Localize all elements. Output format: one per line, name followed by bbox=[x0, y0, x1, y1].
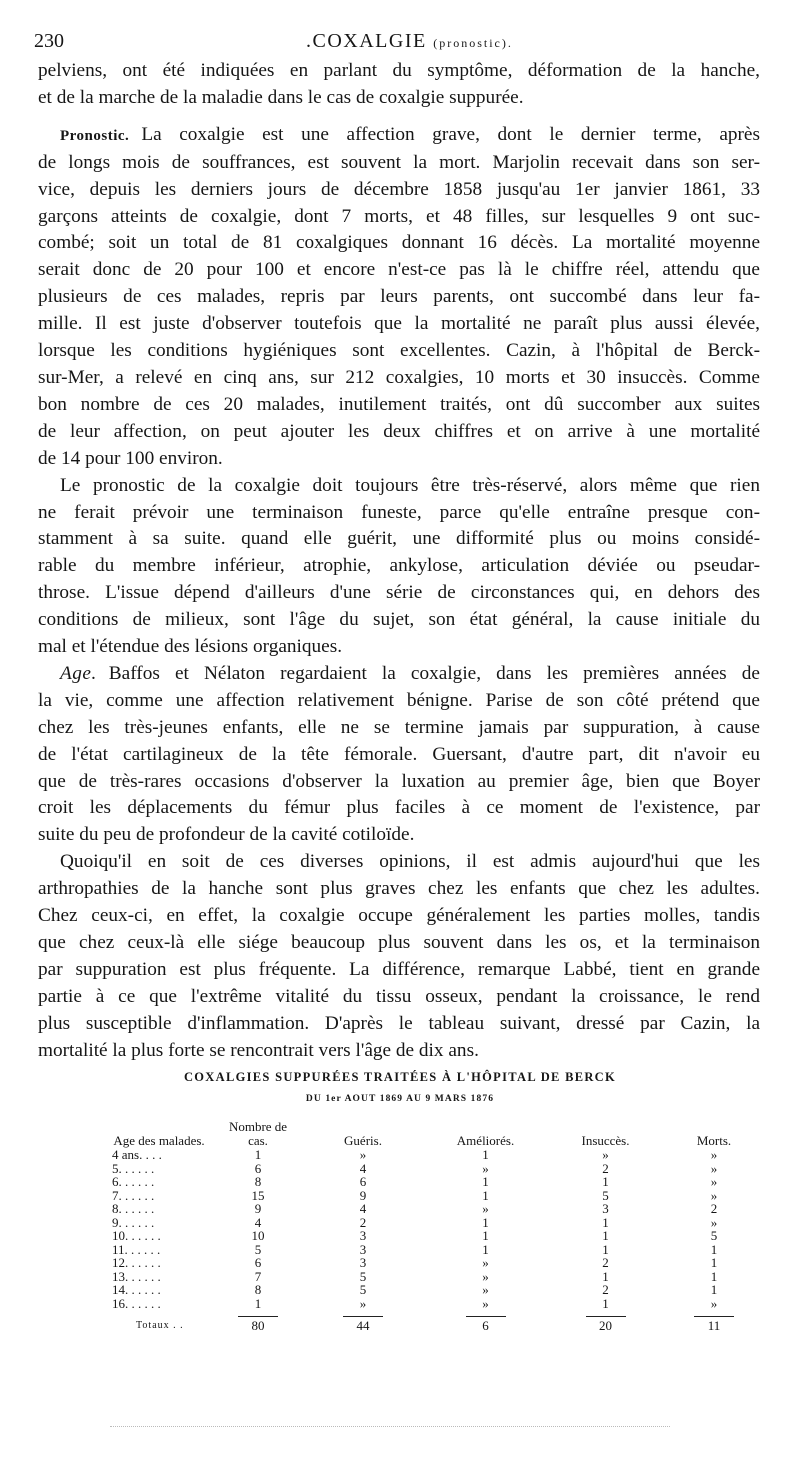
text-line-content: la vie, comme une affection relativement bénigne. Parise de son côté prétend que bbox=[38, 689, 760, 711]
text-line-content: de 14 pour 100 environ. bbox=[38, 447, 223, 469]
table-cell: » bbox=[710, 1187, 718, 1203]
text-line-content: ne ferait prévoir une terminaison funeste, parce qu'elle entraîne presque con- bbox=[38, 501, 760, 523]
separator-cell bbox=[428, 1310, 543, 1317]
table-row bbox=[100, 1148, 760, 1162]
totals-cell: 20 bbox=[599, 1318, 612, 1333]
totals-cell: 44 bbox=[356, 1318, 370, 1333]
text-line bbox=[38, 58, 760, 85]
body-text bbox=[38, 58, 760, 1065]
table-cell: 10 bbox=[251, 1228, 265, 1243]
paragraph-gap bbox=[38, 112, 760, 122]
table-cell: » bbox=[482, 1201, 489, 1216]
text-line bbox=[38, 849, 760, 876]
text-line bbox=[38, 822, 760, 849]
text-line bbox=[38, 85, 760, 112]
separator-rule bbox=[586, 1316, 626, 1317]
separator-cell bbox=[298, 1310, 428, 1317]
table-row bbox=[100, 1297, 760, 1311]
text-line-content: et de la marche de la maladie dans le cas de coxalgie suppurée. bbox=[38, 86, 524, 108]
table-cell: 11. . . . . . bbox=[112, 1241, 161, 1257]
table-cell: 8 bbox=[254, 1282, 262, 1297]
table-row bbox=[100, 1202, 760, 1216]
table-cell: 2 bbox=[602, 1282, 609, 1297]
text-line-content: partie à ce que l'extrême vitalité du tissu osseux, pendant la croissance, le rend bbox=[38, 985, 760, 1007]
table-cell: » bbox=[482, 1255, 489, 1270]
running-title bbox=[306, 30, 513, 53]
text-line-content: Chez ceux-ci, en effet, la coxalgie occupe généralement les parties molles, tandis bbox=[38, 905, 760, 927]
table-cell: 6. . . . . . bbox=[112, 1174, 155, 1189]
table-cell: 3 bbox=[359, 1255, 367, 1270]
separator-cell bbox=[668, 1310, 760, 1317]
table-cell: 2 bbox=[602, 1255, 609, 1270]
page-header bbox=[34, 28, 764, 54]
text-line bbox=[38, 903, 760, 930]
text-line bbox=[38, 365, 760, 392]
table-cell: 1 bbox=[482, 1174, 489, 1189]
table-body bbox=[100, 1148, 760, 1333]
totals-cell: 11 bbox=[707, 1318, 721, 1333]
col-header-cases: Nombre de cas. bbox=[228, 1119, 288, 1148]
text-line-content: vice, depuis les derniers jours de décembre 1858 jusqu'au 1er janvier 1861, 33 bbox=[38, 178, 760, 200]
totals-cell: 80 bbox=[251, 1318, 265, 1333]
text-line-content: mal et l'étendue des lésions organiques. bbox=[38, 636, 343, 658]
table-title: COXALGIES SUPPURÉES TRAITÉES À L'HÔPITAL DE BERCK bbox=[183, 1070, 617, 1084]
text-line-content: Quoiqu'il en soit de ces diverses opinions, il est admis aujourd'hui que les bbox=[60, 851, 760, 873]
table-cell: 1 bbox=[482, 1228, 489, 1243]
table-row bbox=[100, 1162, 760, 1176]
table-cell: 8 bbox=[254, 1174, 262, 1189]
separator-rule bbox=[238, 1316, 278, 1317]
table-row bbox=[100, 1175, 760, 1189]
text-line bbox=[38, 204, 760, 231]
paragraph bbox=[38, 661, 760, 849]
table-cell: 1 bbox=[710, 1282, 718, 1297]
text-line-content: combé; soit un total de 81 coxalgiques donnant 16 décès. La mortalité moyenne bbox=[38, 232, 760, 254]
text-line-content: rable du membre inférieur, atrophie, ankylose, articulation déviée ou pseudar- bbox=[38, 555, 760, 577]
table-cell: 1 bbox=[602, 1241, 609, 1257]
text-line-content: pelviens, ont été indiquées en parlant du symptôme, déformation de la hanche, bbox=[38, 60, 760, 81]
table-cell: » bbox=[710, 1147, 718, 1162]
table-cell: 7 bbox=[254, 1268, 262, 1284]
table-row bbox=[100, 1283, 760, 1297]
text-line-content: de l'état cartilagineux de la tête fémorale. Guersant, d'autre part, dit n'avoir eu bbox=[38, 743, 760, 765]
table-row bbox=[100, 1243, 760, 1257]
text-line-content: suite du peu de profondeur de la cavité cotiloïde. bbox=[38, 824, 415, 846]
text-line-content: bon nombre de ces 20 malades, inutilement traités, ont dû succomber aux suites bbox=[38, 393, 760, 415]
table-cell: 1 bbox=[602, 1295, 609, 1311]
text-line bbox=[38, 984, 760, 1011]
table-cell: » bbox=[710, 1214, 718, 1230]
paragraph bbox=[38, 122, 760, 473]
table-cell: » bbox=[359, 1147, 367, 1162]
table-cell: » bbox=[482, 1160, 489, 1176]
text-line bbox=[38, 150, 760, 177]
separator-rule bbox=[466, 1316, 506, 1317]
footer-rule bbox=[110, 1426, 670, 1427]
table-cell: 12. . . . . . bbox=[112, 1255, 161, 1270]
table-cell: 1 bbox=[710, 1268, 718, 1284]
text-line bbox=[38, 257, 760, 284]
text-line-content: plusieurs de ces malades, repris par leurs parents, ont succombé dans leur fa- bbox=[38, 286, 760, 308]
text-line bbox=[38, 795, 760, 822]
table-header-row bbox=[100, 1114, 760, 1148]
text-line bbox=[38, 419, 760, 446]
running-title-main: .COXALGIE bbox=[306, 30, 427, 52]
table-cell: 2 bbox=[359, 1214, 367, 1230]
table-cell: 5 bbox=[710, 1228, 718, 1243]
text-line bbox=[38, 284, 760, 311]
table-cell: » bbox=[359, 1295, 367, 1311]
text-line bbox=[38, 1038, 760, 1065]
text-line-content: stamment à sa suite. quand elle guérit, une difformité plus ou moins considé- bbox=[38, 528, 760, 550]
text-line-content: par suppuration est plus fréquente. La différence, remarque Labbé, tient en grande bbox=[38, 958, 760, 980]
table-cell: 1 bbox=[254, 1295, 262, 1311]
running-title-sub: (pronostic). bbox=[433, 36, 513, 50]
text-line bbox=[38, 122, 760, 150]
table-row bbox=[100, 1189, 760, 1203]
text-line-content: lorsque les conditions hygiéniques sont excellentes. Cazin, à l'hôpital de Berck- bbox=[38, 340, 760, 362]
text-line bbox=[38, 446, 760, 473]
table-row bbox=[100, 1256, 760, 1270]
table-cell: 5 bbox=[602, 1187, 609, 1203]
text-line-content: conditions de milieux, sont l'âge du sujet, son état général, la cause initiale du bbox=[38, 609, 760, 631]
table-cell: 3 bbox=[602, 1201, 609, 1216]
text-line bbox=[38, 957, 760, 984]
table-cell: 1 bbox=[602, 1268, 609, 1284]
run-in-heading: Pronostic. bbox=[60, 127, 130, 144]
text-line bbox=[38, 230, 760, 257]
text-line bbox=[38, 338, 760, 365]
text-line bbox=[38, 526, 760, 553]
table-row bbox=[100, 1229, 760, 1243]
text-line bbox=[38, 1011, 760, 1038]
table-cell: » bbox=[710, 1295, 718, 1311]
table-cell: 8. . . . . . bbox=[112, 1201, 155, 1216]
table-cell: 5. . . . . . bbox=[112, 1160, 155, 1176]
table-cell: 6 bbox=[254, 1255, 262, 1270]
text-line-content: mille. Il est juste d'observer toutefois que la mortalité ne paraît plus aussi élevée, bbox=[38, 313, 760, 335]
table-cell: 1 bbox=[602, 1228, 609, 1243]
text-line bbox=[38, 553, 760, 580]
text-line-content: La coxalgie est une affection grave, dont le dernier terme, après bbox=[141, 123, 760, 145]
table-cell: 6 bbox=[359, 1174, 367, 1189]
paragraph bbox=[38, 473, 760, 661]
col-header-failures: Insuccès. bbox=[581, 1133, 630, 1148]
text-line bbox=[38, 742, 760, 769]
table-cell: 7. . . . . . bbox=[112, 1187, 155, 1203]
paragraph bbox=[38, 849, 760, 1064]
table-cell: 16. . . . . . bbox=[112, 1295, 161, 1311]
table-cell: 13. . . . . . bbox=[112, 1268, 161, 1284]
text-line-content: de leur affection, on peut ajouter les deux chiffres et on arrive à une mortalité bbox=[38, 420, 760, 442]
text-line bbox=[38, 688, 760, 715]
table-cell: 1 bbox=[602, 1174, 609, 1189]
totals-label: Totaux . . bbox=[136, 1320, 184, 1331]
table-cell: » bbox=[602, 1147, 609, 1162]
text-line-content: mortalité la plus forte se rencontrait vers l'âge de dix ans. bbox=[38, 1039, 479, 1061]
text-line-content: que chez ceux-là elle siége beaucoup plus souvent dans les os, et la terminaison bbox=[38, 932, 760, 953]
statistics-table bbox=[100, 1114, 760, 1333]
table-cell: 1 bbox=[482, 1241, 489, 1257]
separator-cell bbox=[100, 1310, 218, 1317]
text-line-content: plus susceptible d'inflammation. D'après le tableau suivant, dressé par Cazin, la bbox=[38, 1012, 760, 1034]
table-cell: 9 bbox=[359, 1187, 367, 1203]
paragraph bbox=[38, 58, 760, 112]
text-line bbox=[38, 311, 760, 338]
text-line bbox=[38, 473, 760, 500]
separator-cell bbox=[543, 1310, 668, 1317]
table-cell: 2 bbox=[710, 1201, 718, 1216]
totals-row bbox=[100, 1317, 760, 1333]
page-number: 230 bbox=[34, 30, 64, 52]
text-line-content: chez les très-jeunes enfants, elle ne se termine jamais par suppuration, à cause bbox=[38, 716, 760, 738]
table-cell: 1 bbox=[482, 1187, 489, 1203]
totals-cell: 6 bbox=[482, 1318, 489, 1333]
text-line-content: throse. L'issue dépend d'ailleurs d'une série de circonstances qui, en dehors des bbox=[38, 582, 760, 604]
table-cell: 3 bbox=[359, 1241, 367, 1257]
table-cell: 4 bbox=[359, 1201, 367, 1216]
separator-rule bbox=[694, 1316, 734, 1317]
separator-rule bbox=[343, 1316, 383, 1317]
text-line bbox=[38, 177, 760, 204]
table-cell: 14. . . . . . bbox=[112, 1282, 161, 1297]
table-cell: 10. . . . . . bbox=[112, 1228, 161, 1243]
totals-separator bbox=[100, 1310, 760, 1317]
col-header-deaths: Morts. bbox=[696, 1133, 732, 1148]
table-cell: 5 bbox=[359, 1268, 367, 1284]
table-cell: 9 bbox=[254, 1201, 262, 1216]
table-cell: » bbox=[482, 1295, 489, 1311]
table-cell: 5 bbox=[254, 1241, 262, 1257]
table-cell: » bbox=[482, 1268, 489, 1284]
text-line bbox=[38, 392, 760, 419]
table-cell: 4 ans. . . . bbox=[112, 1147, 162, 1162]
table-cell: 4 bbox=[254, 1214, 262, 1230]
text-line bbox=[38, 607, 760, 634]
table-row bbox=[100, 1270, 760, 1284]
text-line-content: sur-Mer, a relevé en cinq ans, sur 212 coxalgies, 10 morts et 30 insuccès. Comme bbox=[38, 366, 760, 388]
run-in-heading: Age. bbox=[60, 662, 97, 684]
text-line bbox=[38, 661, 760, 688]
table-cell: 1 bbox=[710, 1255, 718, 1270]
table-cell: 5 bbox=[359, 1282, 367, 1297]
text-line-content: serait donc de 20 pour 100 et encore n'est-ce pas là le chiffre réel, attendu que bbox=[38, 259, 760, 281]
table-cell: 1 bbox=[482, 1147, 489, 1162]
text-line bbox=[38, 580, 760, 607]
col-header-improved: Améliorés. bbox=[456, 1133, 515, 1148]
table-cell: 3 bbox=[359, 1228, 367, 1243]
text-line bbox=[38, 500, 760, 527]
table-cell: 15 bbox=[251, 1187, 265, 1203]
text-line bbox=[38, 876, 760, 903]
table-subtitle: DU 1er AOUT 1869 AU 9 MARS 1876 bbox=[305, 1094, 495, 1104]
text-line-content: Baffos et Nélaton regardaient la coxalgie, dans les premières années de bbox=[108, 662, 760, 684]
table-cell: 1 bbox=[710, 1241, 718, 1257]
table-cell: » bbox=[710, 1160, 718, 1176]
separator-cell bbox=[218, 1310, 298, 1317]
table-cell: » bbox=[710, 1174, 718, 1189]
text-line bbox=[38, 930, 760, 957]
table-cell: 6 bbox=[254, 1160, 262, 1176]
table-cell: » bbox=[482, 1282, 489, 1297]
table-row bbox=[100, 1216, 760, 1230]
table-cell: 1 bbox=[482, 1214, 489, 1230]
text-line-content: de longs mois de souffrances, est souvent la mort. Marjolin recevait dans son ser- bbox=[38, 151, 760, 173]
text-line-content: que de très-rares occasions d'observer la luxation au premier âge, bien que Boyer bbox=[38, 770, 760, 792]
table-cell: 2 bbox=[602, 1160, 609, 1176]
text-line bbox=[38, 634, 760, 661]
text-line-content: garçons atteints de coxalgie, dont 7 morts, et 48 filles, sur lesquelles 9 ont suc- bbox=[38, 205, 760, 227]
table-cell: 1 bbox=[602, 1214, 609, 1230]
text-line-content: arthropathies de la hanche sont plus graves chez les enfants que chez les adultes. bbox=[38, 878, 760, 900]
text-line-content: croit les déplacements du fémur plus faciles à ce moment de l'existence, par bbox=[38, 797, 760, 819]
col-header-cured: Guéris. bbox=[344, 1133, 382, 1148]
text-line bbox=[38, 715, 760, 742]
col-header-age: Age des malades. bbox=[113, 1133, 205, 1148]
text-line bbox=[38, 769, 760, 796]
table-cell: 4 bbox=[359, 1160, 367, 1176]
text-line-content: Le pronostic de la coxalgie doit toujours être très-réservé, alors même que rien bbox=[60, 474, 760, 496]
table-cell: 9. . . . . . bbox=[112, 1214, 155, 1230]
table-cell: 1 bbox=[254, 1147, 262, 1162]
